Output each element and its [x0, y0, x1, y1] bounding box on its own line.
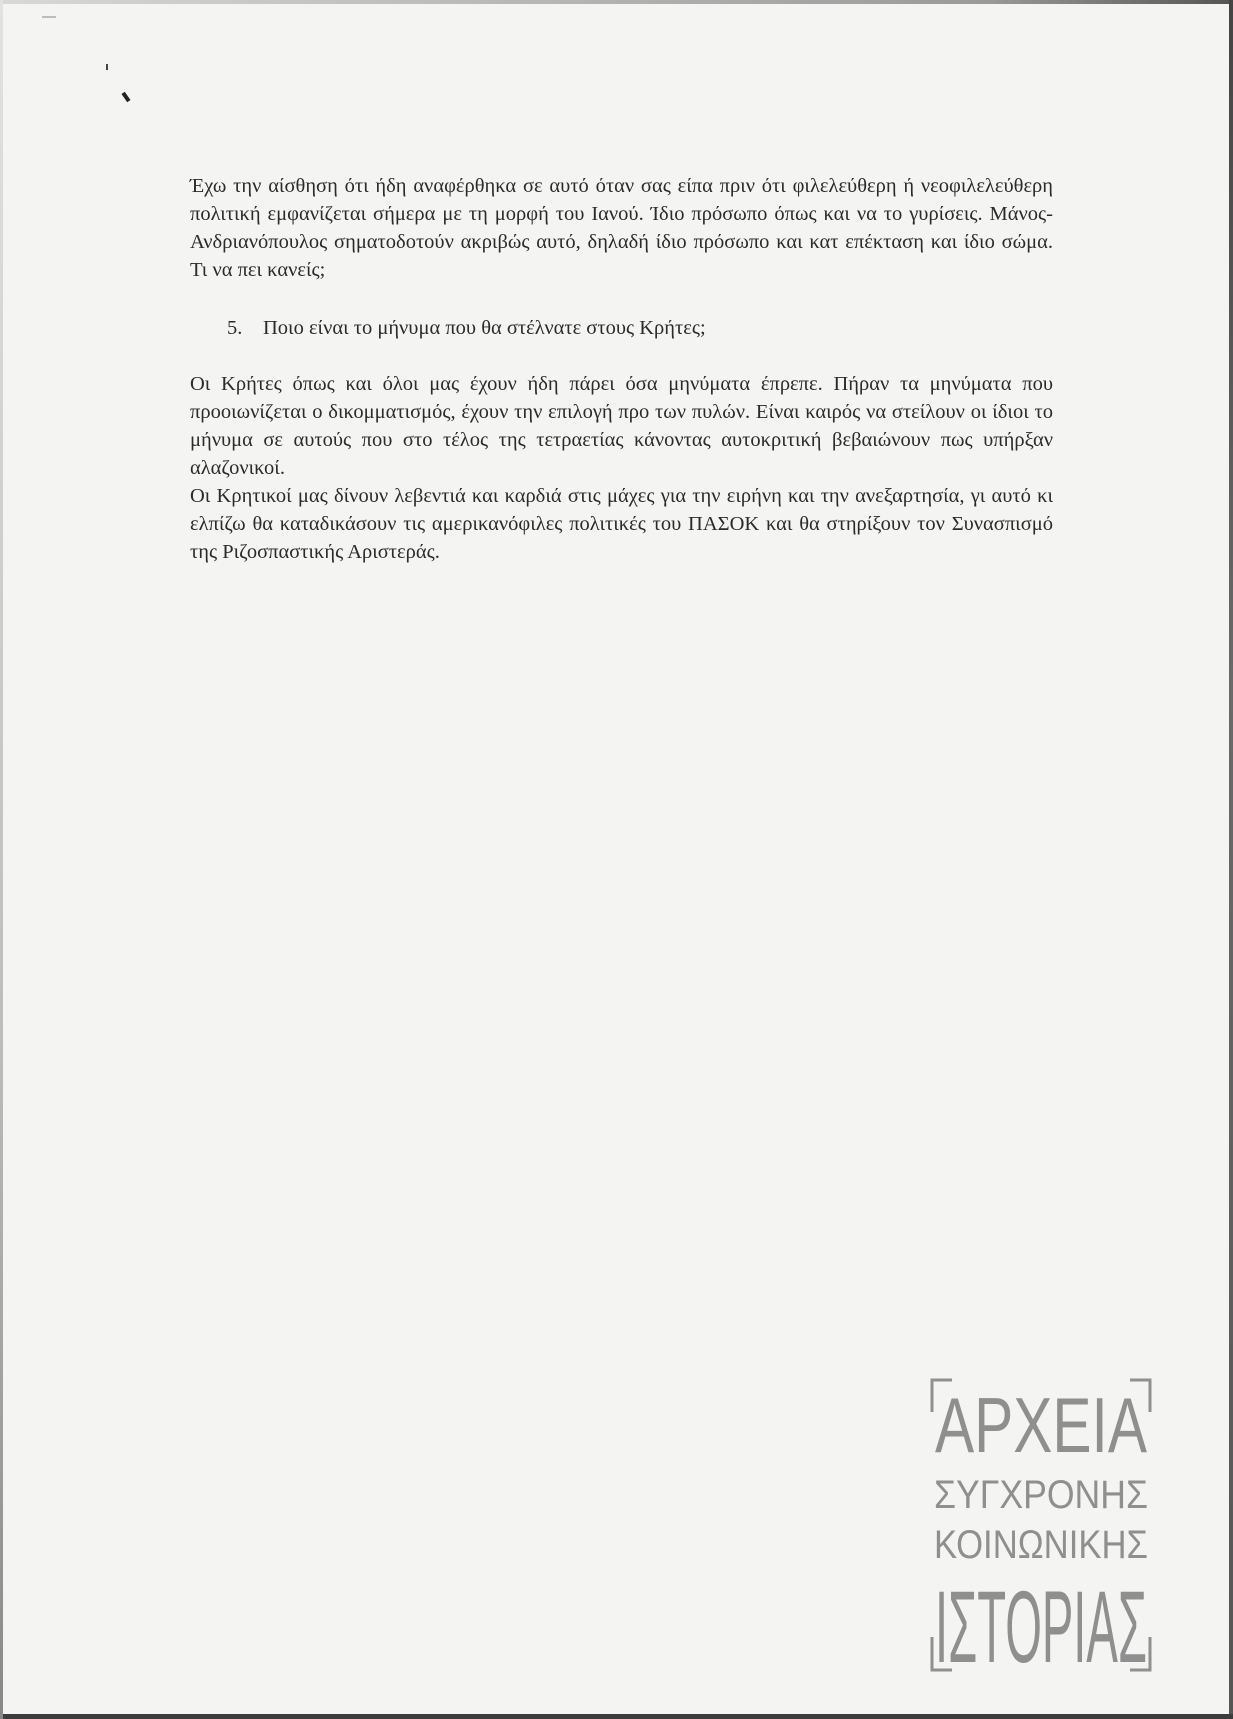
question-5	[227, 314, 927, 342]
question-number: 5.	[227, 317, 243, 339]
scan-edge-bottom	[0, 1714, 1233, 1719]
scan-speck	[42, 16, 56, 18]
stamp-line-1: ΑΡΧΕΙΑ	[935, 1381, 1147, 1469]
stamp-line-3: ΚΟΙΝΩΝΙΚΗΣ	[934, 1523, 1148, 1567]
scan-speck	[121, 92, 130, 102]
question-text: Ποιο είναι το μήνυμα που θα στέλνατε στους Κρήτες;	[263, 317, 706, 339]
scan-speck	[106, 64, 108, 70]
archive-stamp-logo	[918, 1372, 1164, 1684]
scan-edge-right	[1229, 0, 1233, 1719]
paragraph-answer-5a: Οι Κρήτες όπως και όλοι μας έχουν ήδη πάρει όσα μηνύματα έπρεπε. Πήραν τα μηνύματα που προοιωνίζεται ο δικομματισμός, έχουν την επιλογή προ των πυλών. Είναι καιρός να στείλουν οι ίδιοι το μήνυμα σε αυτούς που στο τέλος της τετραετίας κάνοντας αυτοκριτική βεβαιώνουν πως υπήρξαν αλαζονικοί.	[190, 373, 1053, 479]
paragraph-answer-4: Έχω την αίσθηση ότι ήδη αναφέρθηκα σε αυτό όταν σας είπα πριν ότι φιλελεύθερη ή νεοφιλελεύθερη πολιτική εμφανίζεται σήμερα με τη μορφή του Ιανού. Ίδιο πρόσωπο όπως και να το γυρίσεις. Μάνος-Ανδριανόπουλος σηματοδοτούν ακριβώς αυτό, δηλαδή ίδιο πρόσωπο και κατ επέκταση και ίδιο σώμα. Τι να πει κανείς;	[190, 175, 1053, 281]
stamp-line-2: ΣΥΓΧΡΟΝΗΣ	[934, 1473, 1148, 1517]
scan-edge-top	[0, 0, 1233, 4]
stamp-line-4: ΙΣΤΟΡΙΑΣ	[935, 1570, 1147, 1684]
paragraph-answer-5b: Οι Κρητικοί μας δίνουν λεβεντιά και καρδιά στις μάχες για την ειρήνη και την ανεξαρτησία, γι αυτό κι ελπίζω θα καταδικάσουν τις αμερικανόφιλες πολιτικές του ΠΑΣΟΚ και θα στηρίξουν τον Συνασπισμό της Ριζοσπαστικής Αριστεράς.	[190, 485, 1053, 563]
scan-edge-left	[0, 0, 3, 1719]
